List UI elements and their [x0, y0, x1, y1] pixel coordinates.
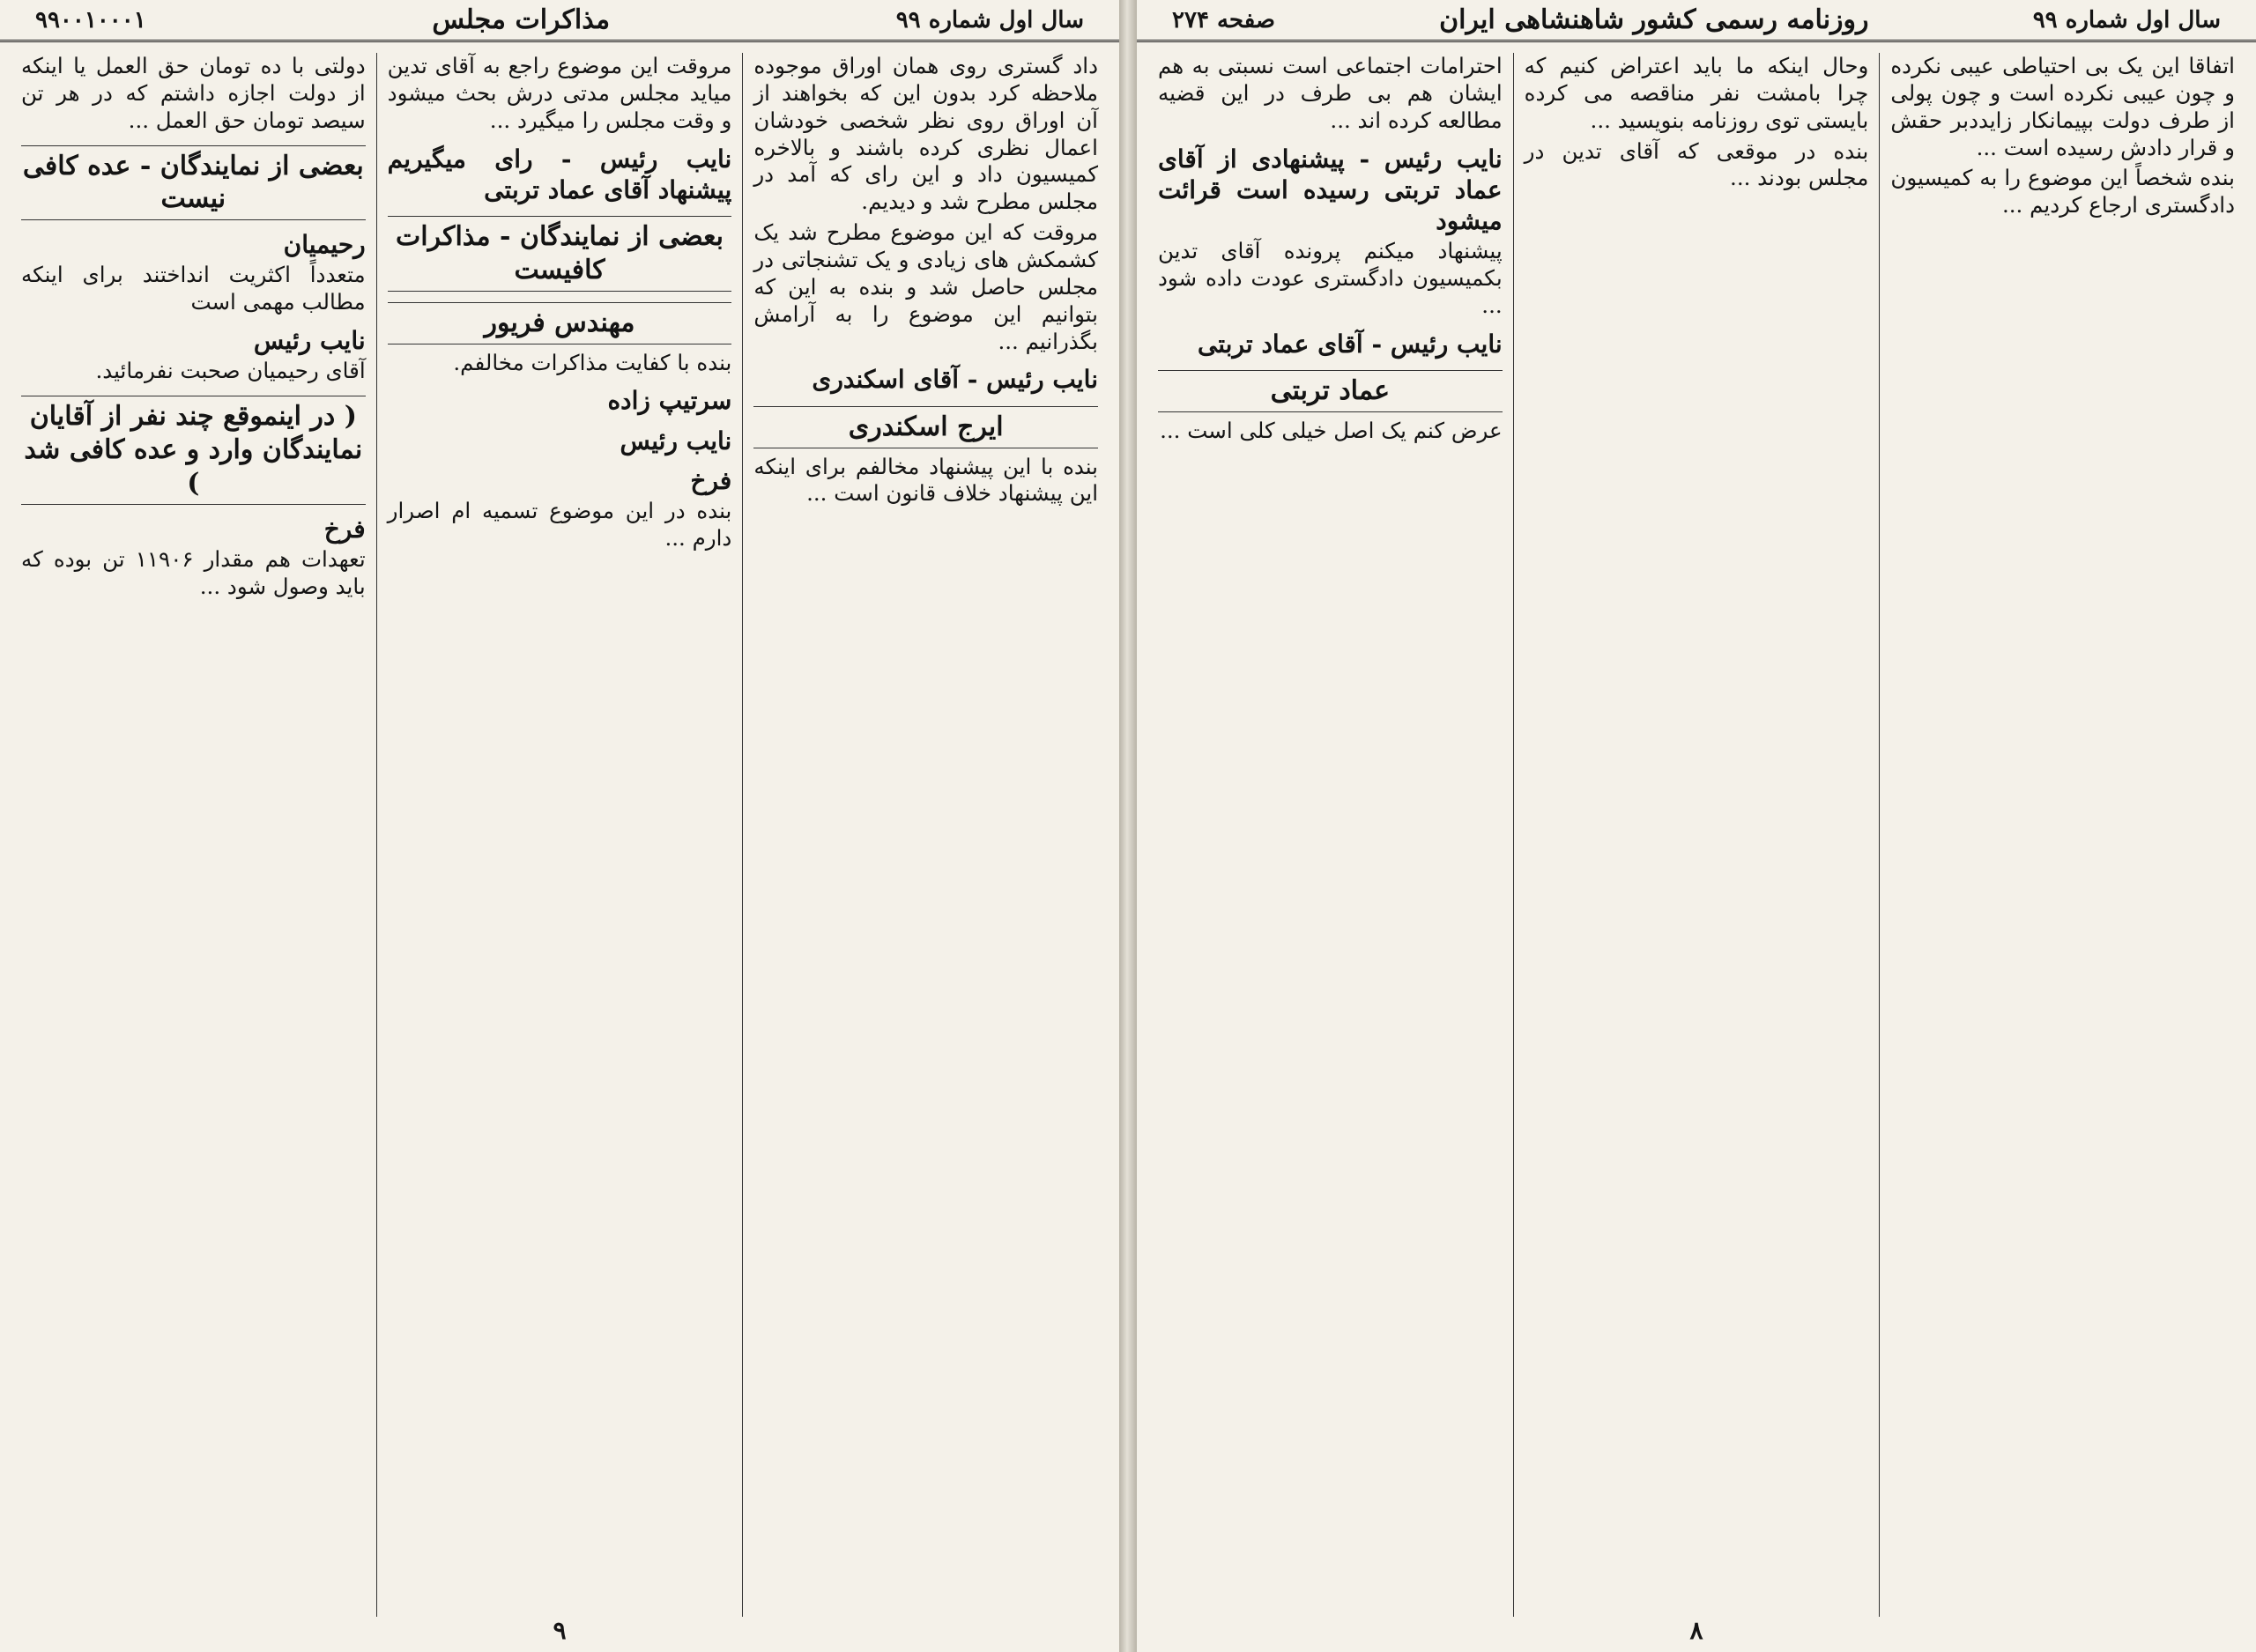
- speaker-name: نایب رئیس - رای میگیریم پیشنهاد آقای عماد تربتی: [387, 144, 732, 204]
- section-heading: ایرج اسکندری: [753, 406, 1098, 448]
- paragraph: تعهدات هم مقدار ۱۱۹۰۶ تن بوده که باید وصول شود ...: [20, 545, 366, 599]
- speaker-name: نایب رئیس: [620, 426, 732, 456]
- left-outer-label: ۹۹۰۰۱۰۰۰۱: [35, 6, 146, 33]
- left-page: [0, 0, 1119, 1652]
- left-page-columns: [11, 53, 1109, 1617]
- left-page-header: [0, 0, 1119, 42]
- paragraph: عرض کنم یک اصل خیلی کلی است ...: [1160, 418, 1503, 444]
- right-column-2: [1513, 53, 1880, 1617]
- right-masthead-title: روزنامه رسمی کشور شاهنشاهی ایران: [1439, 4, 1869, 35]
- right-column-3: [1147, 53, 1513, 1617]
- section-heading: مهندس فریور: [388, 302, 732, 344]
- right-page-columns: [1147, 53, 2245, 1617]
- paragraph: داد گستری روی همان اوراق موجوده ملاحظه کرد بدون این که بخواهند از آن اوراق روی نظر شخصی خودشان اعمال نظری کرده باشند و بالاخره کمیسیون داد و این رای که آمد در مجلس مطرح شد و دیدیم.: [753, 53, 1098, 215]
- paragraph: پیشنهاد میکنم پرونده آقای تدین بکمیسیون دادگستری عودت داده شود ...: [1157, 238, 1503, 319]
- section-heading: بعضی از نمایندگان - مذاکرات کافیست: [388, 216, 732, 292]
- left-column-1: [742, 53, 1109, 1617]
- left-column-3: [11, 53, 376, 1617]
- speaker-name: رحیمیان: [283, 230, 366, 260]
- section-heading: بعضی از نمایندگان - عده کافی نیست: [21, 145, 366, 221]
- right-page-label: صفحه ۲۷۴: [1172, 6, 1275, 33]
- paragraph: مروقت که این موضوع مطرح شد یک کشمکش های زیادی و یک تشنجاتی در مجلس حاصل شد و بنده به این که بتوانیم این موضوع را به آرامش بگذرانیم ...: [753, 219, 1098, 354]
- paragraph: بنده شخصاً این موضوع را به کمیسیون دادگستری ارجاع کردیم ...: [1890, 165, 2235, 219]
- speaker-name: فرخ: [323, 514, 366, 544]
- page-gutter: [1119, 0, 1137, 1652]
- speaker-name: نایب رئیس - آقای عماد تربتی: [1197, 329, 1503, 359]
- right-page: [1137, 0, 2256, 1652]
- speaker-name: نایب رئیس: [253, 326, 366, 356]
- left-center-label: مذاکرات مجلس: [432, 4, 611, 35]
- paragraph: دولتی با ده تومان حق العمل یا اینکه از دولت اجازه داشتم که در هر تن سیصد تومان حق العمل ...: [20, 53, 366, 133]
- paragraph: وحال اینکه ما باید اعتراض کنیم که چرا بامشت نفر مناقصه می کرده بایستی توی روزنامه بنویسید ...: [1524, 53, 1869, 133]
- paragraph: بنده با کفایت مذاکرات مخالفم.: [453, 349, 732, 375]
- paragraph: بنده در موقعی که آقای تدین در مجلس بودند ...: [1524, 137, 1869, 191]
- paragraph: اتفاقا این یک بی احتیاطی عیبی نکرده و چون عیبی نکرده است و چون پولی از طرف دولت بپیمانکار زایددبر حقش و قرار دادش رسیده است ...: [1890, 53, 2235, 160]
- left-issue-label: سال اول شماره ۹۹: [895, 6, 1084, 33]
- right-issue-label: سال اول شماره ۹۹: [2032, 6, 2221, 33]
- section-heading: ( در اینموقع چند نفر از آقایان نمایندگان وارد و عده کافی شد ): [21, 396, 366, 504]
- paragraph: آقای رحیمیان صحبت نفرمائید.: [95, 358, 366, 384]
- speaker-name: نایب رئیس - پیشنهادی از آقای عماد تربتی رسیده است قرائت میشود: [1157, 144, 1503, 236]
- right-page-header: [1137, 0, 2256, 42]
- paragraph: مروقت این موضوع راجع به آقای تدین میاید مجلس مدتی درش بحث میشود و وقت مجلس را میگیرد ...: [387, 53, 732, 133]
- paragraph: متعدداً اکثریت انداختند برای اینکه مطالب مهمی است: [20, 262, 366, 315]
- paragraph: احترامات اجتماعی است نسبتی به هم ایشان هم بی طرف در این قضیه مطالعه کرده اند ...: [1157, 53, 1503, 133]
- speaker-name: نایب رئیس - آقای اسکندری: [812, 365, 1098, 395]
- speaker-name: سرتیپ زاده: [607, 386, 732, 416]
- right-page-number: ۸: [1689, 1616, 1703, 1645]
- speaker-name: فرخ: [690, 465, 732, 495]
- left-page-number: ۹: [553, 1616, 567, 1645]
- left-column-2: [376, 53, 743, 1617]
- right-column-1: [1879, 53, 2245, 1617]
- paragraph: بنده با این پیشنهاد مخالفم برای اینکه این پیشنهاد خلاف قانون است ...: [753, 453, 1098, 507]
- paragraph: بنده در این موضوع تسمیه ام اصرار دارم ...: [387, 498, 732, 552]
- section-heading: عماد تربتی: [1158, 370, 1503, 412]
